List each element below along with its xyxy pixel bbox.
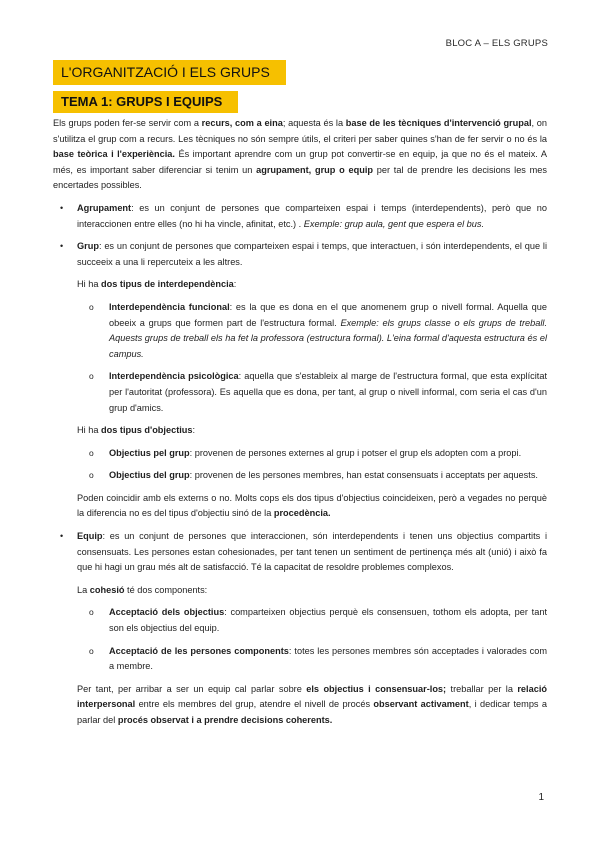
example-text: Exemple: els grups classe o els grups de treball. Aquests grups de treball els ha fet la professora (estructura formal). L'eina formal d'aquesta estructura és el campus. [109, 317, 547, 359]
text-run: : es un conjunt de persones que interaccionen, són interdependents i tenen uns objectius compartits i consensuats. Les persones estan cohesionades, per tant tenen un sentiment de pertinença més alt (unió) i això fa que hi hagi un grau més alt de satisfacció. Té la capacitat de resoldre problemes complexos. [77, 531, 547, 573]
text-run: : [233, 279, 237, 290]
text-run: : es un conjunt de persones que comparteixen espai i temps (interdependents), però que no interaccionen entre elles (no hi ha vincle, afinitat, etc.) . [77, 202, 547, 229]
sub-item-objectius-del-grup [53, 468, 547, 484]
bold-run: relació interpersonal [77, 683, 547, 710]
text-run: , i dedicar temps a parlar del [77, 699, 547, 725]
coincidir-paragraph [53, 491, 547, 522]
text-run: : totes les persones membres són acceptades i valorades com a membre. [109, 645, 547, 672]
text-run: , on s'utilitza el grup com a recurs. Les tècniques no són sempre útils, el criteri per saber quines s'han de fer servir o no és la [53, 118, 547, 144]
bullet-agrupament [53, 201, 547, 232]
bullet-icon: • [60, 202, 64, 213]
bold-run: dos tipus de interdependència [101, 279, 234, 290]
text-run: té dos components: [124, 584, 208, 595]
running-header: BLOC A – ELS GRUPS [445, 38, 548, 49]
bold-run: recurs, com a eina [201, 118, 283, 128]
term-label: Agrupament [77, 202, 132, 213]
text-run: treballar per la [446, 683, 518, 694]
bold-run: els objectius i consensuar-los; [306, 683, 447, 694]
cohesio-intro [53, 583, 547, 599]
term-label: Objectius del grup [109, 470, 190, 481]
term-label: Objectius pel grup [109, 447, 190, 458]
bold-run: procedència. [273, 508, 331, 519]
term-label: Interdependència funcional [109, 301, 230, 312]
bold-run: base teòrica i l'experiència. [53, 149, 175, 160]
bold-run: base de les tècniques d'intervenció grupal [345, 118, 532, 128]
text-run: Poden coincidir amb els externs o no. Molts cops els dos tipus d'objectius coincideixen, però a vegades no perquè la diferencia no es del tipus d'objectiu sinó de la [77, 492, 547, 519]
text-run: : es un conjunt de persones que comparteixen espai i temps, que interactuen, i són interdependents, el que li succeeix a una li repercuteix a les altres. [77, 241, 547, 267]
sub-item-acceptacio-objectius [53, 605, 547, 636]
text-run: Els grups poden fer-se servir com a [53, 118, 202, 128]
body-content [53, 116, 547, 736]
text-run: Per tant, per arribar a ser un equip cal parlar sobre [77, 683, 307, 694]
sub-item-objectius-pel-grup [53, 446, 547, 462]
bullet-icon: • [60, 531, 64, 542]
text-run: : [192, 425, 196, 436]
text-run: La [77, 584, 90, 595]
circle-bullet-icon: o [89, 301, 94, 312]
term-label: Equip [77, 531, 103, 542]
circle-bullet-icon: o [89, 447, 94, 458]
bold-run: dos tipus d'objectius [101, 425, 193, 436]
term-label: Acceptació de les persones components [109, 645, 289, 656]
circle-bullet-icon: o [89, 645, 94, 656]
page-number: 1 [538, 792, 544, 803]
bullet-icon: • [60, 241, 64, 252]
text-run: : es la que es dona en el que anomenem grup o nivell formal. Aquella que obeeix a grups que formen part de l'estructura formal. [109, 301, 547, 328]
intro-paragraph [53, 116, 547, 194]
text-run: : aquella que s'estableix al marge de l'estructura formal, que esta explícitat per l'autoritat (professora). Es aquella que es dona, per tant, al grup o nivell informal, com seria el cas d'un grup d'amics. [109, 371, 547, 413]
text-run: : provenen de les persones membres, han estat consensuats i acceptats per aquests. [189, 470, 538, 481]
text-run: entre els membres del grup, atendre el nivell de procés [135, 699, 374, 710]
interdependencia-intro [53, 277, 547, 293]
text-run: : provenen de persones externes al grup i potser el grup els adopten com a propi. [189, 447, 522, 458]
sub-item-acceptacio-persones [53, 644, 547, 675]
circle-bullet-icon: o [89, 371, 94, 382]
bold-run: agrupament, grup o equip [256, 164, 373, 175]
objectius-intro [53, 423, 547, 439]
bold-run: cohesió [89, 584, 125, 595]
text-run: Hi ha [77, 425, 102, 436]
final-paragraph [53, 682, 547, 729]
text-run: : comparteixen objectius perquè els consensuen, tothom els adopta, per tant son els objectius del equip. [109, 607, 547, 634]
text-run: És important aprendre com un grup pot convertir-se en equip, ja que no és el mateix. A més, es important saber diferenciar si tenim un [53, 149, 547, 175]
circle-bullet-icon: o [89, 607, 94, 618]
bullet-equip [53, 529, 547, 576]
bold-run: procés observat i a prendre decisions coherents. [117, 715, 333, 725]
term-label: Acceptació dels objectius [109, 607, 225, 618]
example-text: Exemple: grup aula, gent que espera el bus. [303, 218, 485, 229]
text-run: ; aquesta és la [282, 118, 346, 128]
bullet-grup [53, 239, 547, 270]
term-label: Interdependència psicològica [109, 371, 239, 382]
sub-item-interdependencia-psicologica [53, 369, 547, 416]
text-run: per tal de prendre les decisions les mes encertades possibles. [53, 164, 547, 191]
topic-title: TEMA 1: GRUPS I EQUIPS [53, 91, 238, 113]
text-run: Hi ha [77, 279, 102, 290]
term-label: Grup [77, 241, 99, 252]
chapter-title: L'ORGANITZACIÓ I ELS GRUPS [53, 60, 286, 85]
sub-item-interdependencia-funcional [53, 300, 547, 362]
circle-bullet-icon: o [89, 470, 94, 481]
bold-run: observant activament [373, 699, 469, 710]
